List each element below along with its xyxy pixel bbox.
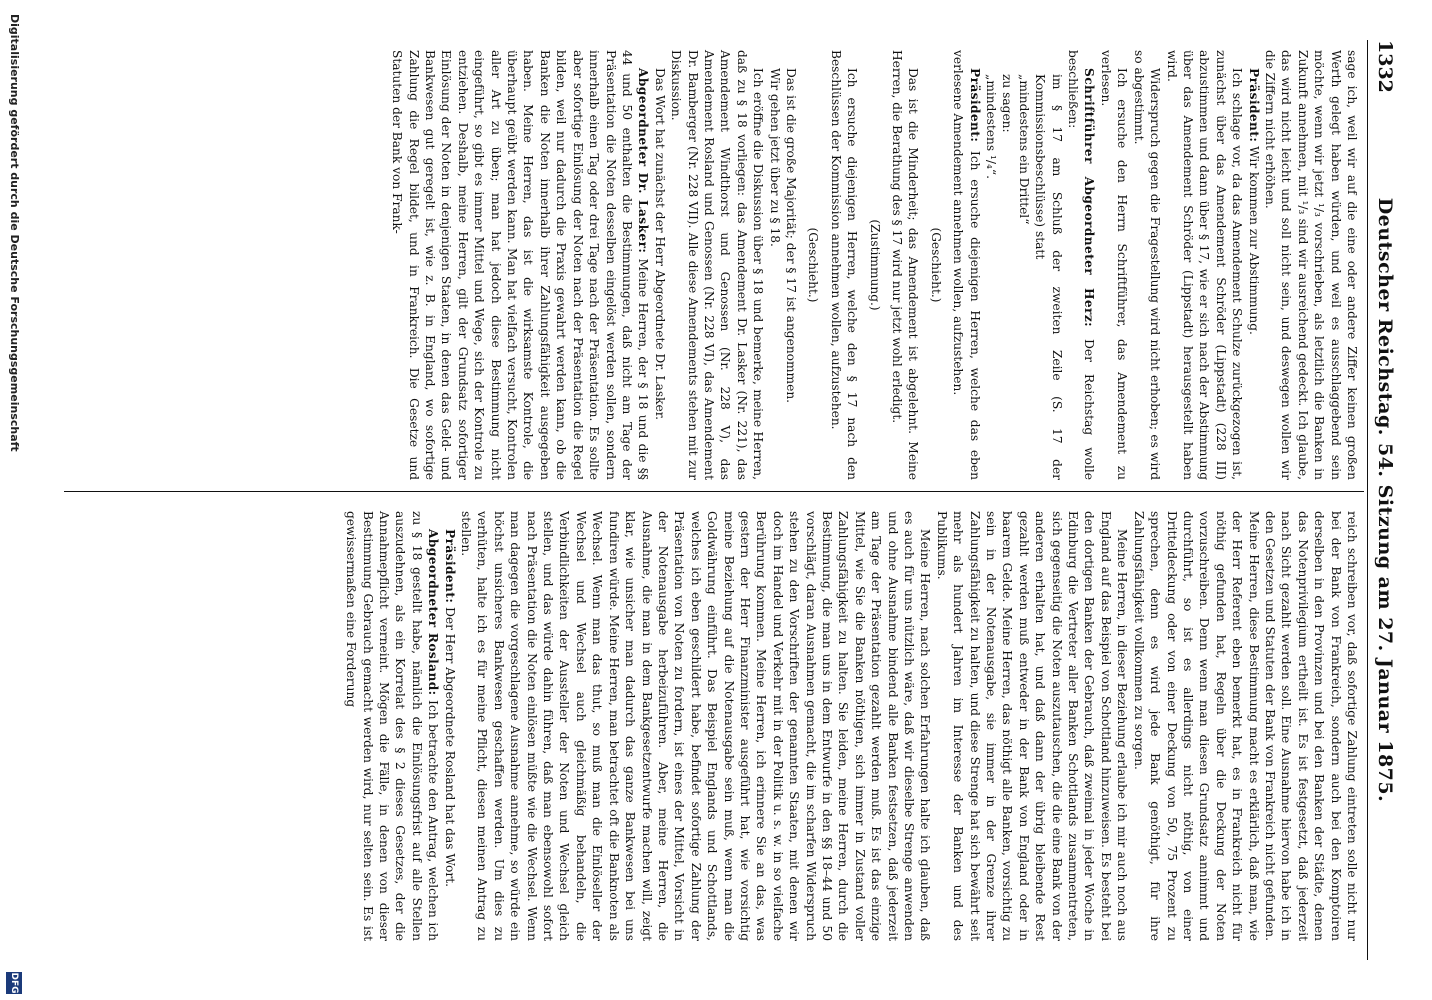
stage-direction bbox=[866, 50, 882, 480]
paragraph-text: „mindestens ¹/₄“. bbox=[984, 74, 999, 179]
speaker-name: Präsident: bbox=[967, 68, 982, 143]
paragraph bbox=[933, 511, 1130, 941]
paragraph-text: Ich ersuche diejenigen Herren, welche den § 17 nach den Beschlüssen der Kommission annehmen wollen, aufzustehen. bbox=[828, 50, 860, 480]
paragraph bbox=[1245, 50, 1261, 480]
paragraph bbox=[1065, 50, 1098, 480]
quoted-text bbox=[1015, 50, 1031, 480]
paragraph-text: Meine Herren, in dieser Beziehung erlaube ich mir auch noch aus England auf das Beispiel von Schottland hinzuweisen. Es besteht bei den dortigen Banken der Gebrauch, daß zweimal in jeder Woche in Edinburg die Vertreter aller Banken Schottlands zusammentreten, sich gegenseitig die Noten auszutauschen, die die eine Bank von der anderen erhalten hat, und daß dann der übrig bleibende Rest gezahlt werden muß entweder in der Bank von England oder in baarem Gelde. Meine Herren, das nöthigt alle Banken, vorsichtig zu sein in der Notenausgabe, sie immer in der Grenze ihrer Zahlungsfähigkeit zu halten, und diese Strenge hat sich bewährt seit mehr als hundert Jahren im Interesse der Banken und des Publikums. bbox=[934, 511, 1130, 941]
text-column-right bbox=[343, 511, 1360, 941]
paragraph-text: Ich ersuche den Herrn Schriftführer, das Amendement zu verlesen. bbox=[1098, 50, 1130, 480]
paragraph bbox=[441, 511, 457, 941]
paragraph-text: Widerspruch gegen die Fragestellung wird nicht erhoben; es wird so abgestimmt. bbox=[1131, 50, 1163, 480]
paragraph bbox=[1130, 511, 1360, 941]
paragraph-text: Ich betrachte den Antrag, welchen ich zu § 18 gestellt habe, nämlich die Einlösungsfrist auf alle Stellen auszudehnen, als ein Korrelat des § 2 dieses Gesetzes, der die Annahmepflicht verneint. Mögen die Fälle, in denen von dieser Bestimmung Gebrauch gemacht werden wird, nur selten sein. Es ist gewissermaßen eine Forderung bbox=[344, 511, 441, 941]
paragraph-text: (Geschieht.) bbox=[806, 227, 821, 303]
paragraph-text: Ich schlage vor, da das Amendement Schulze zurückgezogen ist, zunächst über das Amendement Schröder (Lippstadt) (228 III) abzustimmen und dann über § 17, wie er sich nach der Abstimmung über das Amendement Schröder (Lippstadt) herausgestellt haben wird. bbox=[1164, 50, 1245, 480]
page-title: Deutscher Reichstag. 54. Sitzung am 27. Januar 1875. bbox=[1374, 197, 1396, 803]
paragraph-text: (Zustimmung.) bbox=[867, 219, 882, 311]
quoted-text bbox=[999, 50, 1015, 480]
stage-direction bbox=[805, 50, 821, 480]
paragraph-text: Wir kommen zur Abstimmung. bbox=[1246, 142, 1261, 335]
paragraph-text: Der Herr Abgeordnete Rosland hat das Wort. bbox=[442, 603, 457, 887]
speaker-name: Präsident: bbox=[442, 529, 457, 604]
paragraph-text: Das ist die Minderheit; das Amendement ist abgelehnt. Meine Herren, die Berathung des § 17 wird nur jetzt wohl erledigt. bbox=[890, 50, 921, 480]
dfg-logo: DFG bbox=[6, 972, 22, 994]
paragraph-text: Meine Herren, nach solchen Erfahrungen halte ich glauben, daß es auch für uns nützlich wäre, daß wir dieselbe Strenge anwenden und ohne Ausnahme bindend alle Banken festsetzen, daß jederzeit am Tage der Präsentation gezahlt werden muß. Es ist das einzige Mittel, wie Sie die Banken nöthigen, sich immer in Zustand voller Zahlungsfähigkeit zu halten. Sie leiden, meine Herren, durch die Bestimmung, die man uns in dem Entwurfe in den §§ 18–44 und 50 vorschlägt, daran Ausnahmen gemacht, die im scharfen Widerspruch stehen zu den Vorschriften der genannten Staaten, mit denen wir doch im Handel und Verkehr mit in der Politik u. s. w. in so vielfache Berührung kommen. Meine Herren, ich erinnere Sie an das, was gestern der Herr Finanzminister ausgeführt hat, wie vorsichtig meine Beziehung auf die Notenausgabe sein muß, wenn man die Goldwährung einführt. Das Beispiel Englands und Schottlands, welches ich eben geschildert habe, befindet sofortige Zahlung der Präsentation von Noten zu fordern, ist eines der Mittel, Vorsicht in der Notenausgabe herbeizuführen. Aber, meine Herren, die Ausnahme, die man in dem Bankgesetzentwurfe machen will, zeigt klar, wie unsicher man dadurch das ganze Bankwesen bei uns fundiren würde. Meine Herren, man betrachtet oft die Banknoten als Wechsel. Wenn man das thut, so muß man die Einlöseller der Wechsel und Wechsel auch gleichmäßig behandeln, die Verbindlichkeiten der Aussteller der Noten und Wechsel gleich stellen, und das würde dahin führen, daß man ebensowohl sofort nach Präsentation die Noten einlösen müßte wie die Wechsel. Wenn man dagegen die vorgeschlagene Ausnahme annehme, so würde ein höchst unsicheres Bankwesen geschaffen werden. Um dies zu verhüten, halte ich es für meine Pflicht, diesen meinen Antrag zu stellen. bbox=[459, 511, 933, 941]
paragraph-text: Der Reichstag wolle beschließen: bbox=[1066, 50, 1097, 480]
paragraph bbox=[766, 50, 782, 480]
paragraph bbox=[783, 50, 799, 480]
paragraph bbox=[827, 50, 860, 480]
page-header bbox=[1370, 40, 1396, 960]
paragraph-text: Das ist die große Majorität; der § 17 ist angenommen. bbox=[784, 68, 798, 404]
credit-text: Digitalisierung gefördert durch die Deutsche Forschungsgemeinschaft bbox=[8, 14, 21, 452]
paragraph-text: Das Wort hat zunächst der Herr Abgeordnete Dr. Lasker. bbox=[652, 68, 667, 421]
speaker-name: Abgeordneter Rosland: bbox=[426, 529, 441, 696]
paragraph bbox=[1098, 50, 1131, 480]
quoted-text bbox=[1032, 50, 1065, 480]
speaker-name: Schriftführer Abgeordneter Herz: bbox=[1082, 68, 1097, 328]
paragraph bbox=[950, 50, 983, 480]
paragraph-text: Meine Herren, der § 18 und die §§ 44 und 50 enthalten die Bestimmungen, daß nicht am Tage der Präsentation die Noten desselben eingelöst werden sollen, sondern innerhalb einen Tag oder drei Tage nach der Präsentation. Es sollte aber sofortige Einlösung der Noten nach der Präsentation die Regel bilden, weil nur dadurch die Praxis gewahrt werden kann, ob die Banken die Noten innerhalb ihrer Zahlungsfähigkeit ausgegeben haben. Meine Herren, das ist die wirksamste Kontrole, die überhaupt geübt werden kann. Man hat vielfach versucht, Kontrolen aller Art zu üben; man hat jedoch diese Bestimmung nicht eingeführt, so gibt es immer Mittel und Wege, sich der Kontrole zu entziehen. Deshalb, meine Herren, gilt der Grundsatz sofortiger Einlösung der Noten in denjenigen Staaten, in denen das Geld- und Bankwesen gut geregelt ist, wie z. B. in England, wo sofortige Zahlung die Regel bildet, und in Frankreich. Die Gesetze und Statuten der Bank von Frank- bbox=[390, 50, 651, 480]
paragraph-text: zu sagen: bbox=[1000, 74, 1015, 133]
paragraph-text: Wir gehen jetzt über zu § 18. bbox=[767, 68, 782, 247]
paragraph-text: Ich eröffne die Diskussion über § 18 und bemerke, meine Herren, daß zu § 18 vorliegen: das Amendement Dr. Lasker (Nr. 221), das Amendement Windthorst und Genossen (Nr. 228 V), das Amendement Rosland und Genossen (Nr. 228 VI), das Amendement Dr. Bamberger (Nr. 228 VII). Alle diese Amendements stehen mit zur Diskussion. bbox=[669, 50, 766, 480]
paragraph bbox=[651, 50, 667, 480]
text-column-left bbox=[389, 50, 1360, 480]
column-divider bbox=[64, 491, 1364, 492]
quoted-text bbox=[983, 50, 999, 480]
paragraph-text: sage ich, weil wir auf die eine oder andere Ziffer keinen großen Werth gelegt haben würden, und weil es ausschlaggebend sein möchte, wenn wir jetzt ¹/₃ vorschrieben, als letztlich die Banken in Zukunft annehmen, mit ¹/₃ sind wir ausreichend gedeckt. Ich glaube, das wird nicht leicht und soll nicht sein, und deswegen wollen wir die Ziffern nicht erhöhen. bbox=[1262, 50, 1359, 480]
paragraph bbox=[668, 50, 766, 480]
paragraph bbox=[1262, 50, 1360, 480]
paragraph-text: (Geschieht.) bbox=[928, 227, 943, 303]
speaker-name: Präsident: bbox=[1246, 68, 1261, 143]
header-rule bbox=[1367, 40, 1368, 960]
digitization-credit bbox=[2, 0, 24, 1000]
paragraph-text: reich schreiben vor, daß sofortige Zahlung eintreten solle nicht nur bei der Bank von Frankreich, sondern auch bei den Komptoiren derselben in den Provinzen und bei den Banken der Städte, denen das Notenprivilegium ertheilt ist. Es ist festgesetzt, daß jederzeit nach Sicht gezahlt werden soll. Eine Ausnahme hiervon habe ich in den Gesetzen und Statuten der Bank von Frankreich nicht gefunden. Meine Herren, diese Bestimmung macht es erklärlich, daß man, wie der Herr Referent eben bemerkt hat, es in Frankreich nicht für nöthig gefunden hat, Regeln über die Deckung der Noten vorzuschreiben. Denn wenn man diesen Grundsatz annimmt und durchführt, so ist es allerdings nicht nöthig, von einer Dritteldeckung oder von einer Deckung von 50, 75 Prozent zu sprechen, denn es wird jede Bank genöthigt, für ihre Zahlungsfähigkeit vollkommen zu sorgen. bbox=[1131, 511, 1359, 941]
paragraph bbox=[889, 50, 922, 480]
paragraph-text: Ich ersuche diejenigen Herren, welche das eben verlesene Amendement annehmen wollen, aufzustehen. bbox=[951, 50, 982, 480]
page-number: 1332 bbox=[1374, 40, 1396, 93]
paragraph-text: „mindestens ein Drittel“ bbox=[1016, 74, 1031, 225]
paragraph bbox=[343, 511, 441, 941]
paragraph bbox=[389, 50, 652, 480]
stage-direction bbox=[927, 50, 943, 480]
speaker-name: Abgeordneter Dr. Lasker: bbox=[636, 68, 651, 254]
paragraph bbox=[458, 511, 934, 941]
paragraph-text: im § 17 am Schluß der zweiten Zeile (S. 17 der Kommissionsbeschlüsse) statt bbox=[1033, 74, 1064, 480]
paragraph bbox=[1130, 50, 1163, 480]
paragraph bbox=[1163, 50, 1245, 480]
